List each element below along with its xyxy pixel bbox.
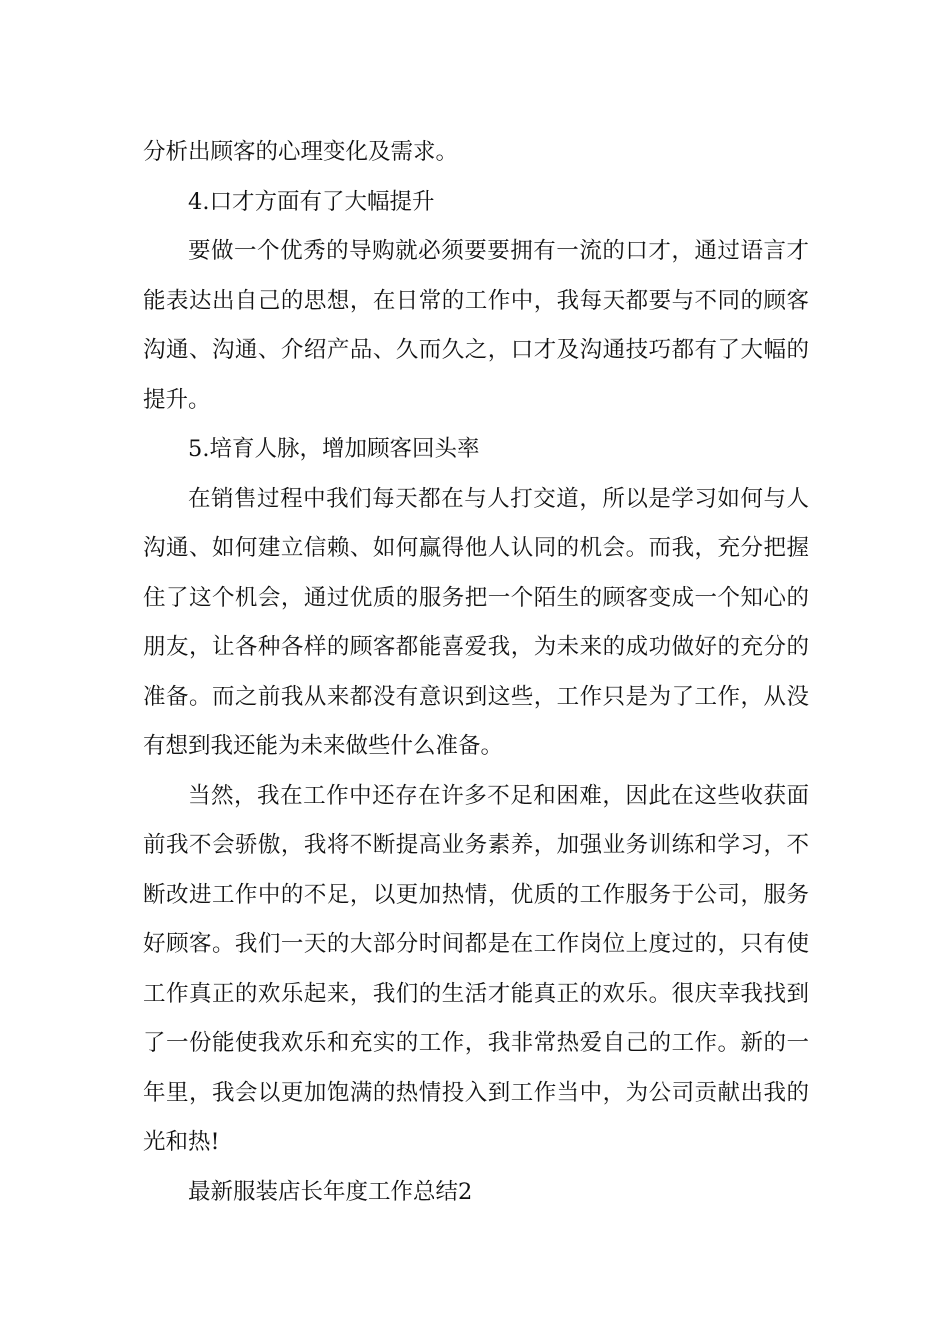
text-line: 要做一个优秀的导购就必须要要拥有一流的口才，通过语言才 — [188, 238, 809, 264]
section-heading-eloquence: 4.口才方面有了大幅提升 — [188, 188, 435, 215]
text-line: 提升。 — [143, 386, 211, 413]
text-line: 工作真正的欢乐起来，我们的生活才能真正的欢乐。很庆幸我找到 — [143, 980, 809, 1007]
text-line: 前我不会骄傲，我将不断提高业务素养，加强业务训练和学习，不 — [143, 832, 809, 858]
document-body — [143, 128, 809, 1217]
text-line: 好顾客。我们一天的大部分时间都是在工作岗位上度过的，只有使 — [143, 931, 809, 957]
text-line: 沟通、如何建立信赖、如何赢得他人认同的机会。而我，充分把握 — [143, 535, 809, 561]
text-line: 准备。而之前我从来都没有意识到这些，工作只是为了工作，从没 — [143, 683, 809, 710]
text-line: 朋友，让各种各样的顾客都能喜爱我，为未来的成功做好的充分的 — [143, 634, 809, 660]
text-line: 分析出顾客的心理变化及需求。 — [143, 139, 459, 165]
document-title-part-2: 最新服装店长年度工作总结2 — [188, 1178, 473, 1205]
text-line: 断改进工作中的不足，以更加热情，优质的工作服务于公司，服务 — [143, 881, 809, 908]
text-line: 当然，我在工作中还存在许多不足和困难，因此在这些收获面 — [188, 782, 809, 809]
text-line: 沟通、沟通、介绍产品、久而久之，口才及沟通技巧都有了大幅的 — [143, 337, 809, 363]
text-line: 能表达出自己的思想，在日常的工作中，我每天都要与不同的顾客 — [143, 287, 809, 314]
section-heading-customer-relations: 5.培育人脉，增加顾客回头率 — [188, 436, 480, 462]
text-line: 有想到我还能为未来做些什么准备。 — [143, 733, 504, 759]
text-line: 年里，我会以更加饱满的热情投入到工作当中，为公司贡献出我的 — [143, 1079, 809, 1106]
text-line: 了一份能使我欢乐和充实的工作，我非常热爱自己的工作。新的一 — [143, 1030, 809, 1056]
text-line: 光和热! — [143, 1129, 220, 1155]
text-line: 住了这个机会，通过优质的服务把一个陌生的顾客变成一个知心的 — [143, 584, 809, 611]
text-line: 在销售过程中我们每天都在与人打交道，所以是学习如何与人 — [188, 485, 809, 512]
